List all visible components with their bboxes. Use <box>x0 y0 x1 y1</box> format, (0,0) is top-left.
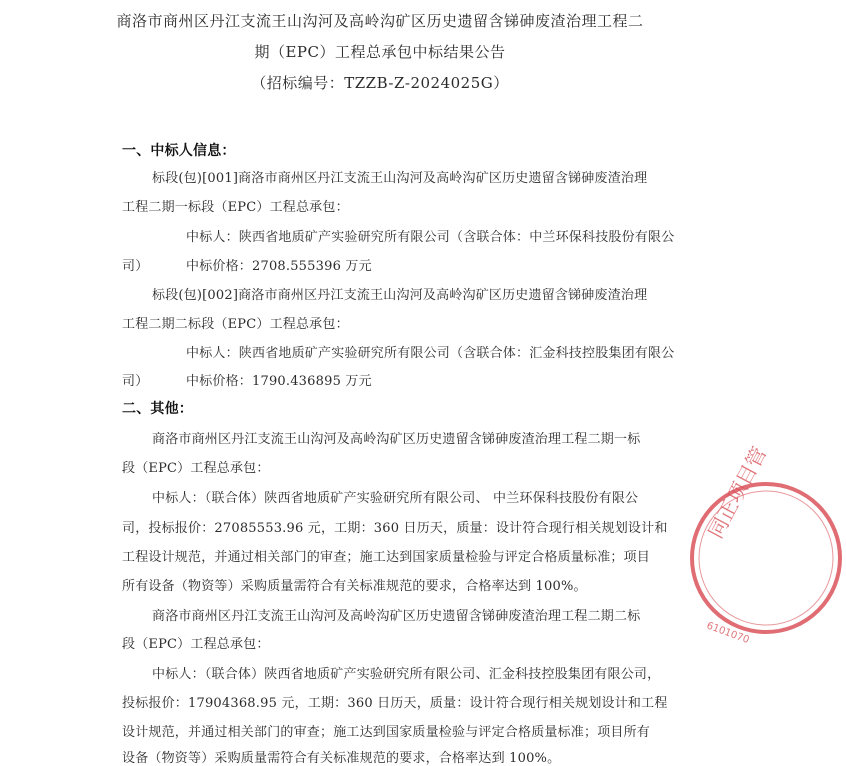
other-p2-line-2: 段（EPC）工程总承包： <box>122 637 270 652</box>
lot-1-winner-line-2: 司） <box>122 259 149 274</box>
other-p1-line-6: 所有设备（物资等）采购质量需符合有关标准规范的要求，合格率达到 100%。 <box>122 579 587 594</box>
document-title-line-1: 商洛市商州区丹江支流王山沟河及高岭沟矿区历史遗留含锑砷废渣治理工程二 <box>116 12 644 30</box>
stamp-number: 6101070 <box>704 620 751 647</box>
lot-2-price: 中标价格：1790.436895 万元 <box>186 374 372 389</box>
other-p1-line-5: 工程设计规范，并通过相关部门的审查；施工达到国家质量检验与评定合格质量标准；项目 <box>122 550 651 565</box>
other-p2-line-4: 投标报价：17904368.95 元，工期：360 日历天，质量：设计符合现行相关规划设计和工程 <box>122 696 668 711</box>
lot-1-winner-line-1: 中标人：陕西省地质矿产实验研究所有限公司（含联合体：中兰环保科技股份有限公 <box>186 230 675 245</box>
other-p1-line-2: 段（EPC）工程总承包： <box>122 461 270 476</box>
lot-2-winner-line-2: 司） <box>122 374 149 389</box>
stamp-text: 同正项目管 <box>703 442 772 543</box>
tender-number: （招标编号：TZZB-Z-2024025G） <box>251 74 509 92</box>
other-p2-line-5: 设计规范，并通过相关部门的审查；施工达到国家质量检验与评定合格质量标准；项目所有 <box>122 725 651 740</box>
section-1-heading: 一、中标人信息： <box>122 143 236 159</box>
other-p1-line-4: 司，投标报价：27085553.96 元，工期：360 日历天，质量：设计符合现行相关规划设计和 <box>122 521 668 536</box>
other-p2-line-6: 设备（物资等）采购质量需符合有关标准规范的要求，合格率达到 100%。 <box>122 751 561 766</box>
lot-2-winner-line-1: 中标人：陕西省地质矿产实验研究所有限公司（含联合体：汇金科技控股集团有限公 <box>186 346 675 361</box>
lot-1-name-line-1: 标段(包)[001]商洛市商州区丹江支流王山沟河及高岭沟矿区历史遗留含锑砷废渣治理 <box>152 171 648 186</box>
lot-1-price: 中标价格：2708.555396 万元 <box>186 259 372 274</box>
lot-2-name-line-2: 工程二期二标段（EPC）工程总承包： <box>122 317 349 332</box>
other-p1-line-3: 中标人：（联合体）陕西省地质矿产实验研究所有限公司、 中兰环保科技股份有限公 <box>152 491 639 506</box>
other-p2-line-3: 中标人：（联合体）陕西省地质矿产实验研究所有限公司、汇金科技控股集团有限公司， <box>152 667 661 682</box>
lot-2-name-line-1: 标段(包)[002]商洛市商州区丹江支流王山沟河及高岭沟矿区历史遗留含锑砷废渣治理 <box>152 288 648 303</box>
lot-1-name-line-2: 工程二期一标段（EPC）工程总承包： <box>122 200 349 215</box>
section-2-heading: 二、其他： <box>122 401 193 417</box>
document-title-line-2: 期（EPC）工程总承包中标结果公告 <box>254 43 506 61</box>
company-seal-stamp <box>686 442 846 647</box>
other-p1-line-1: 商洛市商州区丹江支流王山沟河及高岭沟矿区历史遗留含锑砷废渣治理工程二期一标 <box>152 432 641 447</box>
other-p2-line-1: 商洛市商州区丹江支流王山沟河及高岭沟矿区历史遗留含锑砷废渣治理工程二期二标 <box>152 609 641 624</box>
